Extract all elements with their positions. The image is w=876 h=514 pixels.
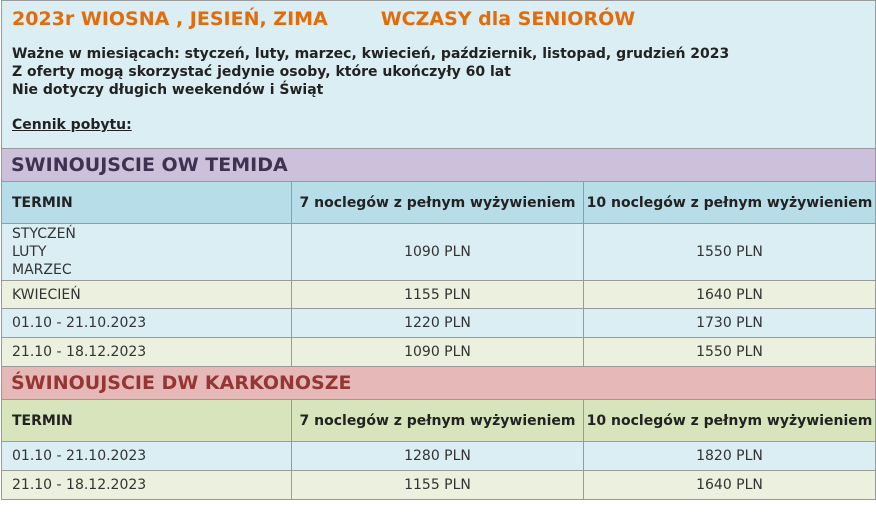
intro-panel bbox=[2, 1, 876, 149]
section-title-karkonosze: ŚWINOUJSCIE DW KARKONOSZE bbox=[2, 367, 876, 400]
note-exclusions: Nie dotyczy długich weekendów i Świąt bbox=[12, 82, 324, 98]
table-row bbox=[2, 281, 876, 309]
term-cell: 01.10 - 21.10.2023 bbox=[2, 442, 292, 471]
offer-table bbox=[1, 0, 876, 500]
price-7-cell: 1155 PLN bbox=[292, 471, 584, 500]
price-10-cell: 1730 PLN bbox=[584, 309, 876, 338]
price-10-cell: 1550 PLN bbox=[584, 338, 876, 367]
table-row bbox=[2, 224, 876, 281]
title-offer: WCZASY dla SENIORÓW bbox=[380, 8, 636, 30]
offer-title bbox=[12, 5, 865, 33]
term-cell: STYCZEŃ LUTY MARZEC bbox=[2, 224, 292, 281]
table-row bbox=[2, 338, 876, 367]
header-7-nights: 7 noclegów z pełnym wyżywieniem bbox=[292, 400, 584, 442]
title-season: 2023r WIOSNA , JESIEŃ, ZIMA bbox=[12, 8, 328, 30]
table-row bbox=[2, 442, 876, 471]
price-7-cell: 1090 PLN bbox=[292, 224, 584, 281]
header-10-nights: 10 noclegów z pełnym wyżywieniem bbox=[584, 182, 876, 224]
price-7-cell: 1090 PLN bbox=[292, 338, 584, 367]
header-10-nights: 10 noclegów z pełnym wyżywieniem bbox=[584, 400, 876, 442]
table-row bbox=[2, 309, 876, 338]
header-7-nights: 7 noclegów z pełnym wyżywieniem bbox=[292, 182, 584, 224]
term-cell: KWIECIEŃ bbox=[2, 281, 292, 309]
header-term: TERMIN bbox=[2, 400, 292, 442]
price-7-cell: 1280 PLN bbox=[292, 442, 584, 471]
price-10-cell: 1640 PLN bbox=[584, 471, 876, 500]
offer-notes bbox=[12, 45, 865, 99]
term-cell: 21.10 - 18.12.2023 bbox=[2, 471, 292, 500]
note-months: Ważne w miesiącach: styczeń, luty, marzec, kwiecień, październik, listopad, grudzień 2023 bbox=[12, 46, 730, 62]
note-age: Z oferty mogą skorzystać jedynie osoby, które ukończyły 60 lat bbox=[12, 64, 511, 80]
term-cell: 21.10 - 18.12.2023 bbox=[2, 338, 292, 367]
price-7-cell: 1220 PLN bbox=[292, 309, 584, 338]
price-10-cell: 1550 PLN bbox=[584, 224, 876, 281]
header-term: TERMIN bbox=[2, 182, 292, 224]
price-10-cell: 1820 PLN bbox=[584, 442, 876, 471]
price-10-cell: 1640 PLN bbox=[584, 281, 876, 309]
price-list-label: Cennik pobytu: bbox=[12, 117, 132, 133]
section-title-temida: SWINOUJSCIE OW TEMIDA bbox=[2, 149, 876, 182]
price-7-cell: 1155 PLN bbox=[292, 281, 584, 309]
term-cell: 01.10 - 21.10.2023 bbox=[2, 309, 292, 338]
table-row bbox=[2, 471, 876, 500]
